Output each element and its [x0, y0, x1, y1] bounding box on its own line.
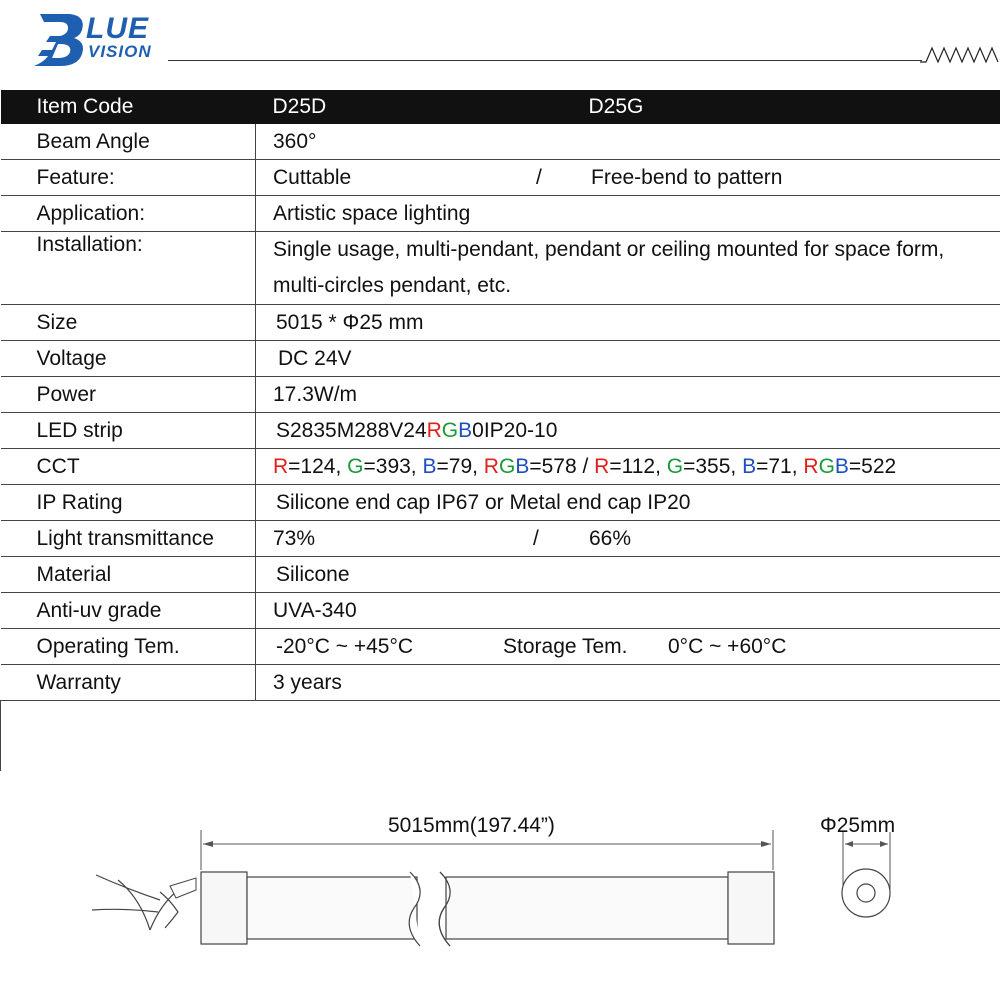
table-row: [1, 413, 1000, 449]
led-strip-g: G: [441, 418, 459, 442]
warranty-label: Warranty: [1, 665, 256, 701]
anti-uv-label: Anti-uv grade: [1, 593, 256, 629]
brand-b-mark-icon: [30, 8, 90, 70]
led-strip-value: [256, 413, 1000, 449]
cct-b-b-val: =71,: [756, 454, 804, 478]
led-strip-label: LED strip: [1, 413, 256, 449]
light-transmittance-separator: /: [533, 526, 539, 550]
feature-separator: /: [536, 165, 542, 189]
cct-b-rgb-val: =522: [848, 454, 897, 478]
led-strip-b: B: [458, 418, 473, 442]
led-strip-prefix: S2835M288V24: [276, 418, 427, 442]
table-row: [1, 305, 1000, 341]
feature-label: Feature:: [1, 160, 256, 196]
cct-label: CCT: [1, 449, 256, 485]
power-label: Power: [1, 377, 256, 413]
cct-b-rgb-b: B: [834, 454, 849, 478]
operating-value: -20°C ~ +45°C: [276, 634, 414, 658]
light-transmittance-b: 66%: [589, 526, 632, 550]
cct-a-g-val: =393,: [363, 454, 423, 478]
table-row: [1, 485, 1000, 521]
cct-b-rgb-g: G: [818, 454, 835, 478]
cct-b-g: G: [666, 454, 684, 478]
ip-rating-label: IP Rating: [1, 485, 256, 521]
storage-label: Storage Tem.: [503, 634, 628, 658]
item-code-label: Item Code: [1, 90, 256, 124]
cct-b-rgb-r: R: [803, 454, 819, 478]
table-row: [1, 377, 1000, 413]
cct-a-rgb-b: B: [515, 454, 530, 478]
operating-label: Operating Tem.: [1, 629, 256, 665]
cct-b-r-val: =112,: [609, 454, 667, 478]
storage-value: 0°C ~ +60°C: [668, 634, 787, 658]
brand-logo: [30, 8, 175, 70]
length-dimension-label: 5015mm(197.44”): [388, 814, 555, 837]
brand-name-bottom: VISION: [88, 42, 152, 61]
wave-icon: [920, 42, 1000, 64]
table-row: [1, 196, 1000, 232]
warranty-value: 3 years: [256, 665, 1000, 701]
beam-angle-value: 360°: [256, 124, 1000, 160]
spec-table: [0, 90, 1000, 771]
cct-a-r: R: [273, 454, 289, 478]
material-value: Silicone: [256, 557, 1000, 593]
size-label: Size: [1, 305, 256, 341]
cct-a-r-val: =124,: [288, 454, 348, 478]
page-header: [0, 0, 1000, 90]
diameter-dimension-label: Φ25mm: [820, 814, 896, 837]
table-row: [1, 701, 1000, 772]
application-label: Application:: [1, 196, 256, 232]
cct-value: [256, 449, 1000, 485]
table-row: [1, 232, 1000, 305]
table-row: [1, 665, 1000, 701]
cct-separator: /: [576, 454, 595, 478]
table-row: [1, 341, 1000, 377]
table-row: [1, 160, 1000, 196]
size-value: 5015 * Φ25 mm: [256, 305, 1000, 341]
header-rule: [168, 60, 922, 61]
beam-angle-label: Beam Angle: [1, 124, 256, 160]
tube-drawing: [0, 780, 1000, 1000]
led-strip-r: R: [426, 418, 442, 442]
cct-b-g-val: =355,: [683, 454, 743, 478]
application-value: Artistic space lighting: [256, 196, 1000, 232]
model-a-code: D25D: [272, 95, 327, 118]
table-row: [1, 449, 1000, 485]
ip-rating-value: Silicone end cap IP67 or Metal end cap IP20: [256, 485, 1000, 521]
voltage-value: DC 24V: [256, 341, 1000, 377]
light-transmittance-label: Light transmittance: [1, 521, 256, 557]
material-label: Material: [1, 557, 256, 593]
table-row: [1, 124, 1000, 160]
anti-uv-value: UVA-340: [256, 593, 1000, 629]
cct-b-r: R: [594, 454, 610, 478]
cct-a-b: B: [422, 454, 437, 478]
brand-name-top: LUE: [86, 12, 149, 45]
cct-a-rgb-g: G: [498, 454, 516, 478]
cct-b-b: B: [742, 454, 757, 478]
power-value: 17.3W/m: [256, 377, 1000, 413]
installation-value: Single usage, multi-pendant, pendant or ceiling mounted for space form, multi-circles pendant, etc.: [256, 232, 1000, 305]
cct-a-b-val: =79,: [436, 454, 484, 478]
installation-label: Installation:: [1, 232, 256, 305]
voltage-label: Voltage: [1, 341, 256, 377]
model-b-code: D25G: [588, 95, 644, 118]
cct-a-rgb-val: =578: [529, 454, 577, 478]
feature-value-b: Free-bend to pattern: [591, 165, 783, 189]
table-row: [1, 557, 1000, 593]
led-strip-suffix: 0IP20-10: [472, 418, 558, 442]
table-row: [1, 593, 1000, 629]
feature-value-a: Cuttable: [273, 165, 352, 189]
light-transmittance-a: 73%: [273, 526, 316, 550]
table-row: [1, 521, 1000, 557]
table-row: [1, 629, 1000, 665]
product-diagram: [0, 780, 1000, 1000]
cct-a-g: G: [347, 454, 364, 478]
table-header-row: [1, 90, 1000, 124]
cct-a-rgb-r: R: [483, 454, 499, 478]
